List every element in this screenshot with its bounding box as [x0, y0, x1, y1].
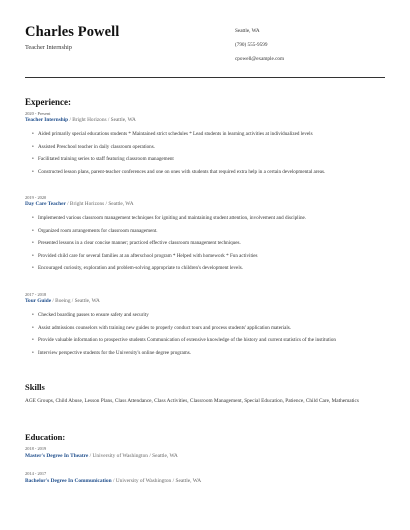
list-item: • Encouraged curiosity, exploration and problem-solving appropriate to children's development levels. — [32, 265, 390, 278]
list-item: • Aided primarily special educations students * Maintained strict schedules * Lead students in learning activities at individualized levels — [32, 131, 390, 144]
list-item: • Interview perspective students for the University's online degree programs. — [32, 350, 390, 363]
contact-email[interactable]: cpowell@example.com — [235, 56, 284, 62]
job-org: / Boeing / Seattle, WA — [51, 298, 100, 304]
job-role — [25, 201, 390, 211]
education-dates: 2018 - 2019 — [25, 446, 47, 451]
job-dates: 2020 - Present — [25, 111, 51, 116]
job-title: Tour Guide — [25, 298, 52, 304]
education-degree: Master's Degree In Theatre — [25, 453, 89, 459]
job-entry — [25, 111, 390, 181]
job-entry — [25, 292, 390, 362]
list-item: • Organized room arrangements for classroom management. — [32, 228, 390, 241]
education-degree-line — [25, 478, 201, 484]
candidate-name: Charles Powell — [25, 24, 120, 40]
education-entry — [25, 446, 178, 459]
list-item: • Assist admissions counselors with training new guides to properly conduct tours and process students' application materials. — [32, 325, 390, 338]
job-bullets — [32, 312, 390, 362]
job-dates: 2019 - 2020 — [25, 195, 47, 200]
education-degree: Bachelor's Degree In Communication — [25, 478, 112, 484]
job-bullets — [32, 215, 390, 278]
job-bullets — [32, 131, 390, 181]
resume-header — [25, 24, 395, 62]
job-dates: 2017 - 2018 — [25, 292, 47, 297]
list-item: • Constructed lesson plans, parent-teacher conferences and one on ones with students that required extra help in a certain developmental areas. — [32, 169, 390, 182]
job-role — [25, 117, 390, 127]
skills-heading: Skills — [25, 382, 45, 392]
job-entry — [25, 195, 390, 278]
skills-list: AGE Groups, Child Abuse, Lesson Plans, Class Attendance, Class Activities, Classroom Management, Special Education, Patience, Child Care, Mathematics — [25, 398, 359, 404]
list-item: • Assisted Preschool teacher in daily classroom operations. — [32, 144, 390, 157]
contact-location: Seattle, WA — [235, 28, 260, 34]
list-item: • Provide valuable information to prospective students Communication of extensive knowledge of the history and current statistics of the institution — [32, 337, 390, 350]
list-item: • Presented lessons in a clear concise manner; practiced effective classroom management techniques. — [32, 240, 390, 253]
contact-info — [235, 28, 284, 70]
education-school: / University of Washington / Seattle, WA — [111, 478, 202, 484]
education-school: / University of Washington / Seattle, WA — [88, 453, 178, 459]
education-entry — [25, 471, 201, 484]
header-divider — [25, 77, 385, 78]
list-item: • Implemented various classroom management techniques for igniting and maintaining student attention, involvement and discipline. — [32, 215, 390, 228]
candidate-subtitle: Teacher Internship — [25, 44, 72, 51]
job-role — [25, 298, 390, 308]
job-org: / Bright Horizons / Seattle, WA — [68, 117, 136, 123]
job-title: Day Care Teacher — [25, 201, 66, 207]
education-degree-line — [25, 453, 178, 459]
job-org: / Bright Horizons / Seattle, WA — [65, 201, 134, 207]
education-dates: 2014 - 2017 — [25, 471, 47, 476]
job-title: Teacher Internship — [25, 117, 69, 123]
contact-phone: (790) 555-9599 — [235, 42, 268, 48]
experience-heading: Experience: — [25, 97, 71, 107]
list-item: • Provided child care for several families at an afterschool program * Helped with homework * Fun activities — [32, 253, 390, 266]
list-item: • Facilitated training series to staff featuring classroom management — [32, 156, 390, 169]
list-item: • Checked boarding passes to ensure safety and security — [32, 312, 390, 325]
education-heading: Education: — [25, 432, 66, 442]
